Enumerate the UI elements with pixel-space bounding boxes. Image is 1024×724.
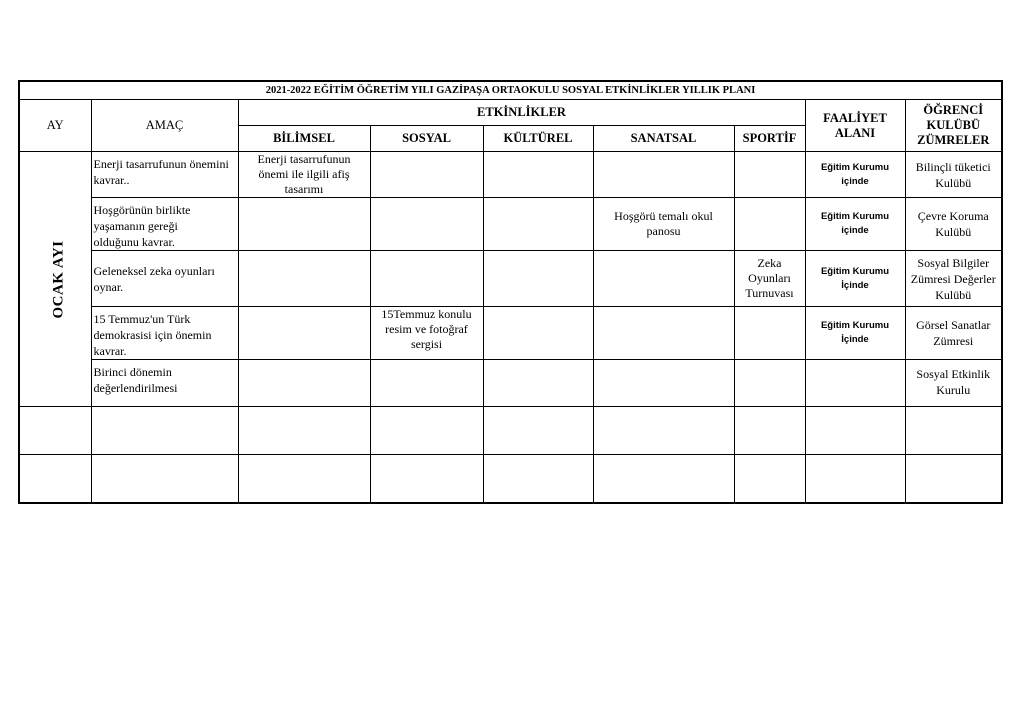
- kulup-cell: Bilinçli tüketici Kulübü: [905, 152, 1002, 198]
- bilimsel-cell: [238, 307, 370, 360]
- sportif-cell: [734, 407, 805, 455]
- sosyal-cell: [370, 360, 483, 407]
- header-etkinlikler: ETKİNLİKLER: [238, 100, 805, 126]
- sportif-cell: [734, 307, 805, 360]
- sosyal-cell: [370, 407, 483, 455]
- faaliyet-cell: [805, 455, 905, 503]
- sanatsal-cell: Hoşgörü temalı okul panosu: [593, 198, 734, 251]
- header-ay: AY: [19, 100, 91, 152]
- table-row: [19, 407, 1002, 455]
- kulup-cell: Sosyal Etkinlik Kurulu: [905, 360, 1002, 407]
- header-sosyal: SOSYAL: [370, 126, 483, 152]
- sanatsal-cell: [593, 152, 734, 198]
- bilimsel-cell: Enerji tasarrufunun önemi ile ilgili afiş tasarımı: [238, 152, 370, 198]
- amac-cell: Hoşgörünün birlikte yaşamanın gereği olduğunu kavrar.: [91, 198, 238, 251]
- ay-cell: [19, 407, 91, 455]
- kulturel-cell: [483, 307, 593, 360]
- header-bilimsel: BİLİMSEL: [238, 126, 370, 152]
- table-row: [19, 251, 1002, 307]
- kulup-cell: Çevre Koruma Kulübü: [905, 198, 1002, 251]
- bilimsel-cell: [238, 455, 370, 503]
- bilimsel-cell: [238, 407, 370, 455]
- header-faaliyet-alani: FAALİYET ALANI: [805, 100, 905, 152]
- amac-cell: Birinci dönemin değerlendirilmesi: [91, 360, 238, 407]
- sosyal-cell: [370, 152, 483, 198]
- faaliyet-cell: Eğitim Kurumu İçinde: [805, 307, 905, 360]
- kulturel-cell: [483, 198, 593, 251]
- sportif-cell: [734, 455, 805, 503]
- kulturel-cell: [483, 360, 593, 407]
- faaliyet-cell: Eğitim Kurumu İçinde: [805, 251, 905, 307]
- faaliyet-cell: [805, 407, 905, 455]
- amac-cell: Enerji tasarrufunun önemini kavrar..: [91, 152, 238, 198]
- table-row: [19, 360, 1002, 407]
- amac-cell: 15 Temmuz'un Türk demokrasisi için önemin kavrar.: [91, 307, 238, 360]
- kulturel-cell: [483, 455, 593, 503]
- sanatsal-cell: [593, 407, 734, 455]
- faaliyet-cell: Eğitim Kurumu içinde: [805, 152, 905, 198]
- kulup-cell: Görsel Sanatlar Zümresi: [905, 307, 1002, 360]
- table-row: [19, 455, 1002, 503]
- table-row: [19, 152, 1002, 198]
- header-sanatsal: SANATSAL: [593, 126, 734, 152]
- sosyal-cell: 15Temmuz konulu resim ve fotoğraf sergisi: [370, 307, 483, 360]
- amac-cell: [91, 407, 238, 455]
- header-kulturel: KÜLTÜREL: [483, 126, 593, 152]
- header-sportif: SPORTİF: [734, 126, 805, 152]
- faaliyet-cell: [805, 360, 905, 407]
- month-label: OCAK AYI: [50, 240, 67, 319]
- sanatsal-cell: [593, 251, 734, 307]
- annual-plan-table: [18, 80, 1003, 504]
- sanatsal-cell: [593, 455, 734, 503]
- table-row: [19, 198, 1002, 251]
- kulup-cell: [905, 455, 1002, 503]
- amac-cell: [91, 455, 238, 503]
- sportif-cell: [734, 360, 805, 407]
- sosyal-cell: [370, 251, 483, 307]
- bilimsel-cell: [238, 251, 370, 307]
- sportif-cell: [734, 198, 805, 251]
- header-amac: AMAÇ: [91, 100, 238, 152]
- amac-cell: Geleneksel zeka oyunları oynar.: [91, 251, 238, 307]
- ay-cell: [19, 455, 91, 503]
- sanatsal-cell: [593, 360, 734, 407]
- kulup-cell: Sosyal Bilgiler Zümresi Değerler Kulübü: [905, 251, 1002, 307]
- kulturel-cell: [483, 152, 593, 198]
- plan-title: 2021-2022 EĞİTİM ÖĞRETİM YILI GAZİPAŞA ORTAOKULU SOSYAL ETKİNLİKLER YILLIK PLANI: [19, 81, 1002, 100]
- bilimsel-cell: [238, 198, 370, 251]
- bilimsel-cell: [238, 360, 370, 407]
- sportif-cell: Zeka Oyunları Turnuvası: [734, 251, 805, 307]
- kulup-cell: [905, 407, 1002, 455]
- faaliyet-cell: Eğitim Kurumu içinde: [805, 198, 905, 251]
- month-cell: [19, 152, 91, 407]
- sosyal-cell: [370, 198, 483, 251]
- kulturel-cell: [483, 251, 593, 307]
- sanatsal-cell: [593, 307, 734, 360]
- header-ogrenci-kulubu: ÖĞRENCİ KULÜBÜ ZÜMRELER: [905, 100, 1002, 152]
- table-row: [19, 307, 1002, 360]
- sportif-cell: [734, 152, 805, 198]
- kulturel-cell: [483, 407, 593, 455]
- sosyal-cell: [370, 455, 483, 503]
